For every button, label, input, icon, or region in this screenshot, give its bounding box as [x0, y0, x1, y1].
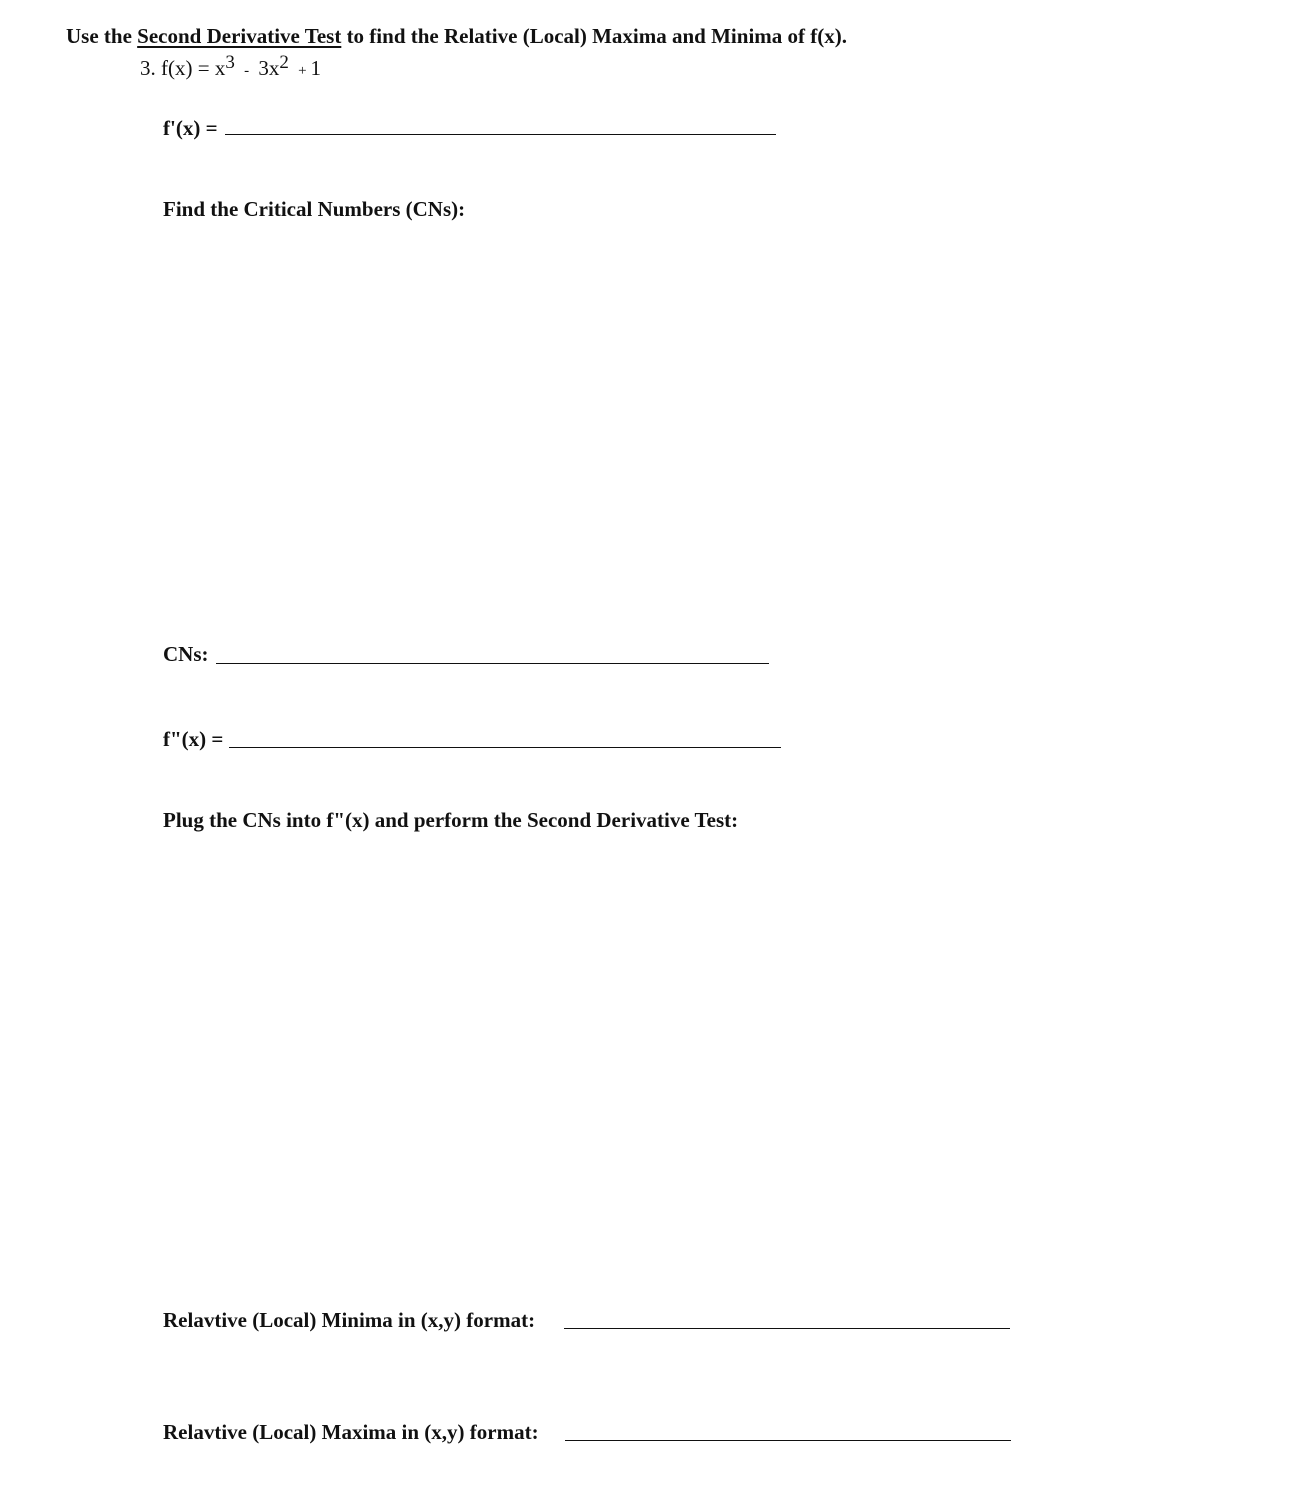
cns-label: CNs:: [163, 642, 209, 666]
exponent-2: 2: [279, 52, 289, 73]
exponent-3: 3: [225, 52, 235, 73]
maxima-label: Relavtive (Local) Maxima in (x,y) format:: [163, 1420, 539, 1444]
fprime-label: f'(x) =: [163, 116, 218, 140]
page-title: [66, 24, 847, 49]
minima-answer-line[interactable]: [564, 1328, 1010, 1329]
problem-statement: [140, 52, 322, 81]
minima-label: Relavtive (Local) Minima in (x,y) format:: [163, 1308, 536, 1332]
problem-lhs: f(x) = x: [161, 56, 226, 80]
fdoubleprime-label: f"(x) =: [163, 727, 224, 751]
problem-constant: 1: [310, 56, 322, 80]
problem-term2: 3x: [258, 56, 280, 80]
cns-answer-line[interactable]: [216, 663, 769, 664]
title-prefix: Use the: [66, 24, 138, 48]
fprime-answer-line[interactable]: [225, 134, 776, 135]
fdoubleprime-answer-line[interactable]: [229, 747, 781, 748]
title-suffix: to find the Relative (Local) Maxima and Minima of f(x).: [341, 24, 847, 48]
title-underlined-term: Second Derivative Test: [137, 24, 342, 48]
second-derivative-test-heading: Plug the CNs into f"(x) and perform the Second Derivative Test:: [163, 808, 739, 832]
plus-sign: +: [298, 63, 307, 79]
maxima-answer-line[interactable]: [565, 1440, 1011, 1441]
problem-number: 3.: [140, 56, 156, 80]
minus-sign: -: [244, 63, 250, 79]
critical-numbers-heading: Find the Critical Numbers (CNs):: [163, 197, 466, 221]
